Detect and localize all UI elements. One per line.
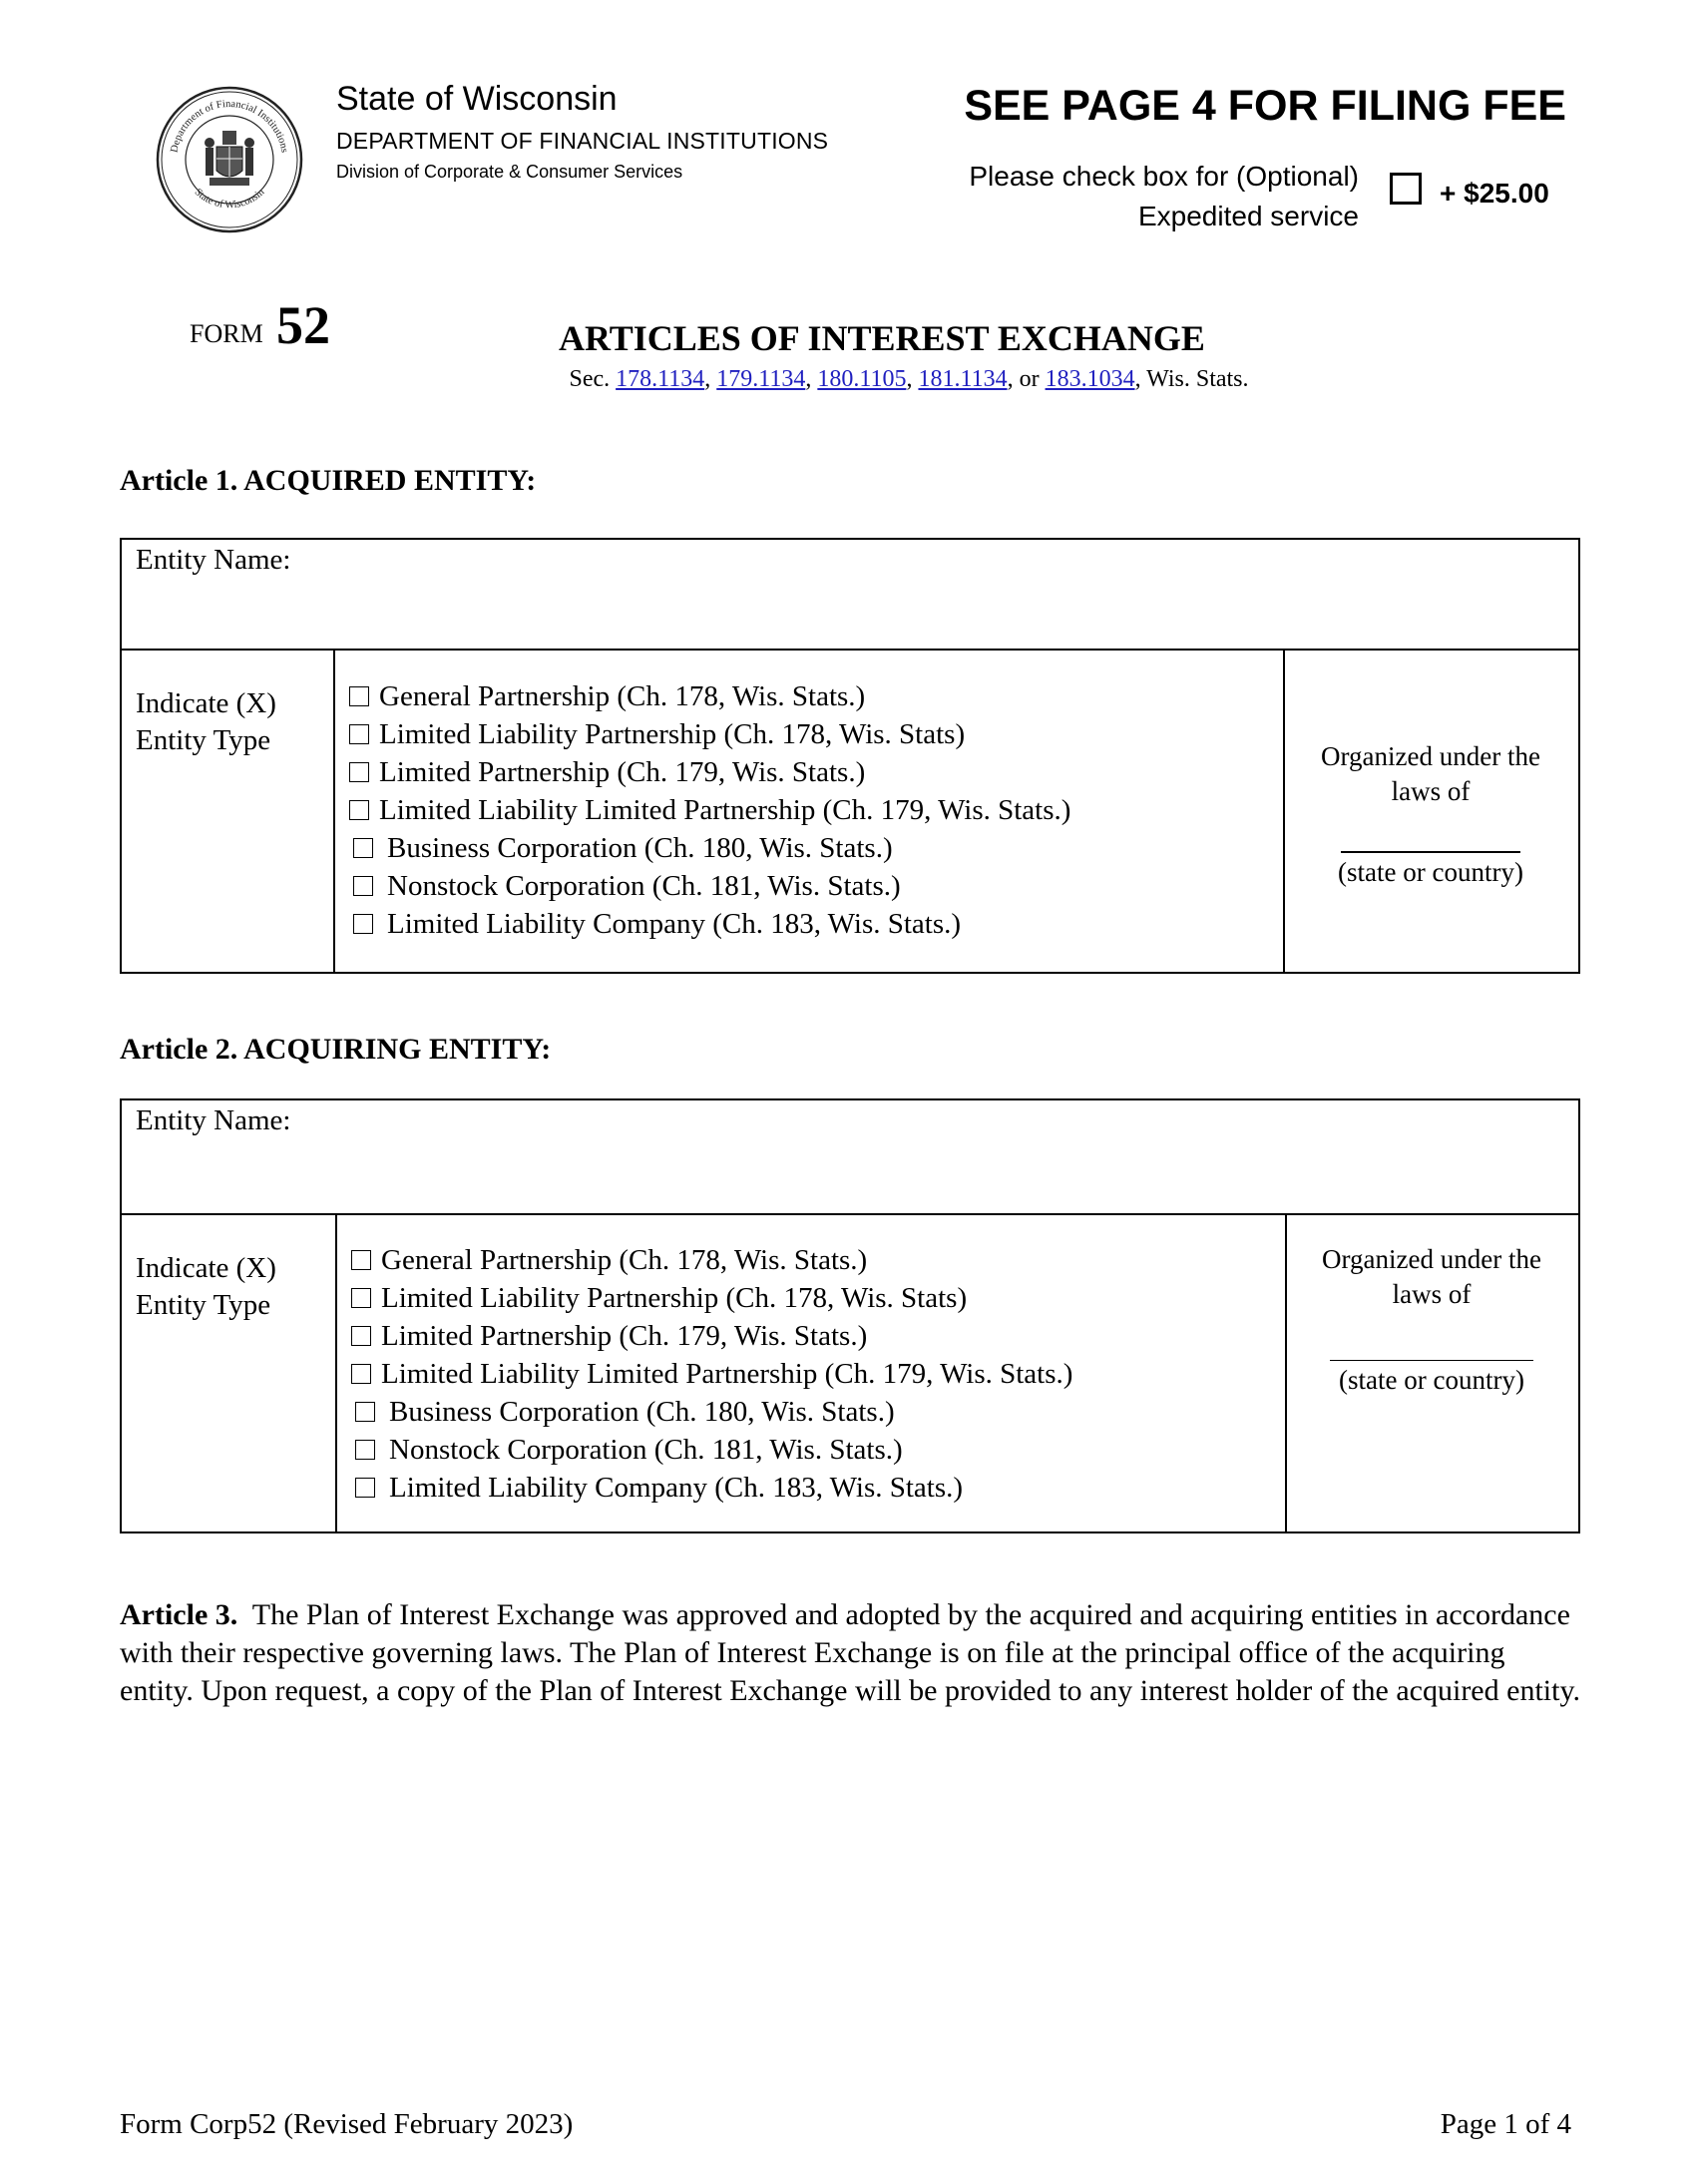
indicate-label-line1: Indicate (X) (136, 1252, 276, 1284)
entity-type-option[interactable]: Limited Liability Limited Partnership (Ch. 179, Wis. Stats.) (349, 791, 1070, 829)
entity-type-option[interactable]: Limited Partnership (Ch. 179, Wis. Stats.) (349, 753, 1070, 791)
expedite-checkbox[interactable] (1390, 173, 1422, 205)
organized-under-laws (1285, 1242, 1578, 1398)
entity-type-option[interactable]: Nonstock Corporation (Ch. 181, Wis. Stats.) (349, 867, 1070, 905)
form-title: ARTICLES OF INTEREST EXCHANGE (559, 318, 1205, 358)
indicate-label-line2: Entity Type (136, 1289, 271, 1321)
expedite-label-line2: Expedited service (1137, 201, 1359, 231)
checkbox[interactable] (349, 762, 369, 782)
checkbox[interactable] (349, 800, 369, 820)
citation-suffix: Wis. Stats. (1146, 366, 1249, 392)
checkbox[interactable] (349, 686, 369, 706)
entity-type-option[interactable]: Nonstock Corporation (Ch. 181, Wis. Stats.) (351, 1431, 1072, 1469)
entity-type-option[interactable]: Limited Partnership (Ch. 179, Wis. Stats.) (351, 1317, 1072, 1355)
checkbox[interactable] (355, 1478, 375, 1498)
statute-link-183[interactable]: 183.1034 (1045, 366, 1135, 392)
entity-name-label: Entity Name: (136, 1104, 291, 1136)
checkbox[interactable] (353, 838, 373, 858)
organized-label-line2: laws of (1392, 1279, 1472, 1309)
state-or-country-label: (state or country) (1339, 1365, 1524, 1395)
article3-label: Article 3. (120, 1598, 238, 1631)
state-or-country-label: (state or country) (1338, 857, 1523, 887)
entity-name-label: Entity Name: (136, 544, 291, 576)
statute-link-179[interactable]: 179.1134 (716, 366, 806, 392)
statute-link-181[interactable]: 181.1134 (918, 366, 1008, 392)
seal-text-top: Department of Financial Institutions (169, 98, 290, 154)
entity-type-option[interactable]: Limited Liability Company (Ch. 183, Wis. Stats.) (349, 905, 1070, 943)
organized-label-line1: Organized under the (1321, 741, 1540, 771)
article3-paragraph (120, 1596, 1582, 1710)
form-label: FORM (190, 319, 263, 348)
acquiring-entity-table (120, 1098, 1580, 1533)
article3-text: The Plan of Interest Exchange was approved and adopted by the acquired and acquiring entities in accordance with their respective governing laws. The Plan of Interest Exchange is on file at the principal office of the acquiring entity. Upon request, a copy of the Plan of Interest Exchange will be provided to any interest holder of the acquired entity. (120, 1598, 1580, 1707)
acquired-entity-name-field[interactable] (122, 540, 1578, 651)
checkbox[interactable] (355, 1440, 375, 1460)
department-name: DEPARTMENT OF FINANCIAL INSTITUTIONS (336, 128, 829, 154)
page-number: Page 1 of 4 (1440, 2108, 1571, 2140)
checkbox[interactable] (351, 1250, 371, 1270)
entity-type-option[interactable]: Business Corporation (Ch. 180, Wis. Stats.) (349, 829, 1070, 867)
entity-type-options (333, 651, 1285, 972)
statute-link-180[interactable]: 180.1105 (817, 366, 907, 392)
entity-type-option[interactable]: Limited Liability Partnership (Ch. 178, Wis. Stats) (351, 1279, 1072, 1317)
wisconsin-state-seal (155, 85, 304, 234)
indicate-label-line2: Entity Type (136, 724, 271, 756)
entity-type-option[interactable]: Limited Liability Company (Ch. 183, Wis. Stats.) (351, 1469, 1072, 1507)
indicate-entity-type-label (136, 685, 276, 759)
checkbox[interactable] (353, 914, 373, 934)
filing-fee-notice: SEE PAGE 4 FOR FILING FEE (964, 82, 1566, 130)
svg-text:State of Wisconsin (193, 187, 267, 212)
expedite-label (898, 157, 1359, 236)
indicate-label-line1: Indicate (X) (136, 687, 276, 719)
form-revision: Form Corp52 (Revised February 2023) (120, 2108, 574, 2140)
expedite-label-line1: Please check box for (Optional) (969, 161, 1359, 192)
statute-link-178[interactable]: 178.1134 (616, 366, 705, 392)
article1-heading: Article 1. ACQUIRED ENTITY: (120, 464, 537, 497)
state-or-country-line[interactable] (1330, 1360, 1533, 1361)
statute-citation: Sec. 178.1134, 179.1134, 180.1105, 181.1134, or 183.1034, Wis. Stats. (569, 366, 1249, 392)
acquired-entity-table (120, 538, 1580, 974)
entity-type-option[interactable]: General Partnership (Ch. 178, Wis. Stats.) (351, 1241, 1072, 1279)
form-number: 52 (276, 295, 330, 355)
citation-prefix: Sec. (569, 366, 611, 392)
entity-type-option[interactable]: Limited Liability Partnership (Ch. 178, Wis. Stats) (349, 715, 1070, 753)
expedite-fee: + $25.00 (1440, 178, 1549, 209)
entity-type-option[interactable]: Business Corporation (Ch. 180, Wis. Stats.) (351, 1393, 1072, 1431)
checkbox[interactable] (351, 1364, 371, 1384)
checkbox[interactable] (349, 724, 369, 744)
organized-label-line1: Organized under the (1322, 1244, 1541, 1274)
checkbox[interactable] (355, 1402, 375, 1422)
entity-type-option[interactable]: General Partnership (Ch. 178, Wis. Stats.) (349, 677, 1070, 715)
checkbox[interactable] (351, 1326, 371, 1346)
entity-type-options (335, 1215, 1287, 1531)
checkbox[interactable] (351, 1288, 371, 1308)
citation-or: or (1019, 366, 1040, 392)
entity-type-option[interactable]: Limited Liability Limited Partnership (Ch. 179, Wis. Stats.) (351, 1355, 1072, 1393)
state-or-country-line[interactable] (1341, 851, 1520, 853)
organized-label-line2: laws of (1391, 776, 1471, 806)
state-name: State of Wisconsin (336, 80, 618, 118)
seal-text-bottom: State of Wisconsin (192, 187, 267, 212)
division-name: Division of Corporate & Consumer Services (336, 162, 683, 182)
checkbox[interactable] (353, 876, 373, 896)
indicate-entity-type-label (136, 1250, 276, 1324)
organized-under-laws (1283, 739, 1578, 890)
acquiring-entity-name-field[interactable] (122, 1100, 1578, 1215)
article2-heading: Article 2. ACQUIRING ENTITY: (120, 1033, 552, 1066)
